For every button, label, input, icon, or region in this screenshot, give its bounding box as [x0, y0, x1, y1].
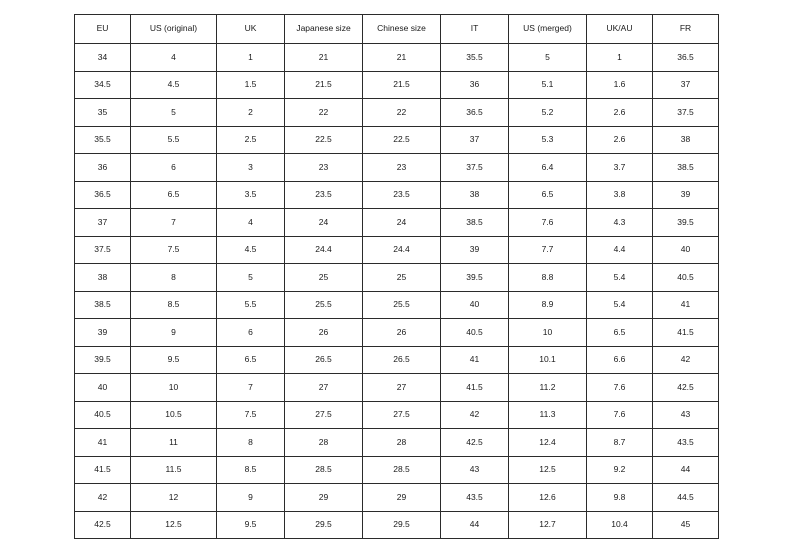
- table-header-row: [75, 15, 719, 44]
- table-cell: 36: [75, 154, 131, 182]
- table-cell: 39: [441, 236, 509, 264]
- table-cell: 12.7: [509, 511, 587, 539]
- table-cell: 34.5: [75, 71, 131, 99]
- column-header: FR: [653, 15, 719, 44]
- table-cell: 38.5: [653, 154, 719, 182]
- table-cell: 38.5: [75, 291, 131, 319]
- table-cell: 37.5: [441, 154, 509, 182]
- table-row: [75, 71, 719, 99]
- table-cell: 10: [131, 374, 217, 402]
- table-cell: 4.5: [131, 71, 217, 99]
- table-cell: 44: [441, 511, 509, 539]
- table-cell: 29.5: [285, 511, 363, 539]
- table-cell: 41.5: [75, 456, 131, 484]
- table-row: [75, 154, 719, 182]
- table-cell: 8: [217, 429, 285, 457]
- table-cell: 1: [217, 44, 285, 72]
- table-cell: 38: [441, 181, 509, 209]
- table-cell: 3.5: [217, 181, 285, 209]
- table-cell: 8: [131, 264, 217, 292]
- table-cell: 26: [363, 319, 441, 347]
- table-cell: 8.5: [131, 291, 217, 319]
- table-header: [75, 15, 719, 44]
- table-cell: 3.8: [587, 181, 653, 209]
- table-cell: 10.4: [587, 511, 653, 539]
- table-cell: 4.3: [587, 209, 653, 237]
- table-cell: 42.5: [653, 374, 719, 402]
- table-cell: 43.5: [441, 484, 509, 512]
- table-cell: 29: [285, 484, 363, 512]
- table-cell: 8.8: [509, 264, 587, 292]
- table-row: [75, 429, 719, 457]
- table-cell: 2: [217, 99, 285, 127]
- table-cell: 5.2: [509, 99, 587, 127]
- table-cell: 9.5: [217, 511, 285, 539]
- table-cell: 22.5: [363, 126, 441, 154]
- size-conversion-table-container: [74, 14, 718, 539]
- table-cell: 40.5: [75, 401, 131, 429]
- table-row: [75, 126, 719, 154]
- table-cell: 9: [131, 319, 217, 347]
- table-cell: 25.5: [363, 291, 441, 319]
- table-cell: 37: [653, 71, 719, 99]
- table-cell: 42: [441, 401, 509, 429]
- table-cell: 9.5: [131, 346, 217, 374]
- table-cell: 29.5: [363, 511, 441, 539]
- table-cell: 42: [75, 484, 131, 512]
- table-row: [75, 456, 719, 484]
- table-cell: 43: [441, 456, 509, 484]
- table-cell: 40.5: [653, 264, 719, 292]
- table-cell: 2.5: [217, 126, 285, 154]
- table-cell: 6.5: [131, 181, 217, 209]
- table-cell: 36.5: [653, 44, 719, 72]
- table-cell: 25: [363, 264, 441, 292]
- table-cell: 10.1: [509, 346, 587, 374]
- column-header: UK: [217, 15, 285, 44]
- table-cell: 39.5: [75, 346, 131, 374]
- column-header: EU: [75, 15, 131, 44]
- table-cell: 36.5: [75, 181, 131, 209]
- table-cell: 38.5: [441, 209, 509, 237]
- table-cell: 22: [363, 99, 441, 127]
- table-cell: 43.5: [653, 429, 719, 457]
- table-cell: 41.5: [653, 319, 719, 347]
- table-cell: 7: [131, 209, 217, 237]
- table-body: [75, 44, 719, 539]
- table-cell: 36: [441, 71, 509, 99]
- table-cell: 11.3: [509, 401, 587, 429]
- table-cell: 6.4: [509, 154, 587, 182]
- table-cell: 6.5: [217, 346, 285, 374]
- table-cell: 42: [653, 346, 719, 374]
- table-cell: 21.5: [285, 71, 363, 99]
- table-cell: 28: [363, 429, 441, 457]
- table-cell: 4.5: [217, 236, 285, 264]
- table-cell: 1.5: [217, 71, 285, 99]
- table-cell: 41: [75, 429, 131, 457]
- column-header: Japanese size: [285, 15, 363, 44]
- table-row: [75, 209, 719, 237]
- size-conversion-table: [74, 14, 719, 539]
- table-cell: 3: [217, 154, 285, 182]
- table-cell: 24.4: [285, 236, 363, 264]
- table-cell: 26.5: [363, 346, 441, 374]
- table-cell: 21.5: [363, 71, 441, 99]
- table-cell: 5.3: [509, 126, 587, 154]
- table-cell: 28.5: [285, 456, 363, 484]
- table-cell: 7.5: [217, 401, 285, 429]
- table-row: [75, 44, 719, 72]
- table-cell: 25.5: [285, 291, 363, 319]
- table-cell: 40: [653, 236, 719, 264]
- table-cell: 43: [653, 401, 719, 429]
- table-cell: 21: [363, 44, 441, 72]
- table-cell: 10.5: [131, 401, 217, 429]
- table-cell: 4: [217, 209, 285, 237]
- table-row: [75, 264, 719, 292]
- column-header: US (original): [131, 15, 217, 44]
- table-cell: 12.5: [509, 456, 587, 484]
- table-row: [75, 346, 719, 374]
- table-cell: 23: [285, 154, 363, 182]
- table-cell: 41: [653, 291, 719, 319]
- table-cell: 6: [217, 319, 285, 347]
- table-cell: 39: [75, 319, 131, 347]
- table-cell: 22.5: [285, 126, 363, 154]
- table-cell: 29: [363, 484, 441, 512]
- table-cell: 27: [363, 374, 441, 402]
- table-cell: 1: [587, 44, 653, 72]
- table-cell: 5.4: [587, 291, 653, 319]
- table-cell: 5.5: [217, 291, 285, 319]
- table-cell: 7.7: [509, 236, 587, 264]
- table-cell: 37.5: [75, 236, 131, 264]
- table-cell: 26.5: [285, 346, 363, 374]
- table-cell: 7.5: [131, 236, 217, 264]
- table-cell: 23.5: [363, 181, 441, 209]
- table-cell: 40: [75, 374, 131, 402]
- table-cell: 5: [217, 264, 285, 292]
- table-cell: 6.5: [587, 319, 653, 347]
- table-cell: 6: [131, 154, 217, 182]
- table-cell: 12.5: [131, 511, 217, 539]
- table-cell: 4.4: [587, 236, 653, 264]
- table-cell: 36.5: [441, 99, 509, 127]
- table-row: [75, 511, 719, 539]
- table-cell: 6.5: [509, 181, 587, 209]
- table-cell: 11.5: [131, 456, 217, 484]
- table-cell: 45: [653, 511, 719, 539]
- table-cell: 23: [363, 154, 441, 182]
- table-cell: 42.5: [441, 429, 509, 457]
- table-cell: 22: [285, 99, 363, 127]
- table-cell: 34: [75, 44, 131, 72]
- table-cell: 23.5: [285, 181, 363, 209]
- table-cell: 35.5: [441, 44, 509, 72]
- table-cell: 7: [217, 374, 285, 402]
- table-cell: 7.6: [587, 374, 653, 402]
- table-cell: 38: [75, 264, 131, 292]
- table-cell: 37: [75, 209, 131, 237]
- table-cell: 24: [363, 209, 441, 237]
- table-cell: 38: [653, 126, 719, 154]
- table-cell: 35: [75, 99, 131, 127]
- table-cell: 41.5: [441, 374, 509, 402]
- table-row: [75, 319, 719, 347]
- table-cell: 5.5: [131, 126, 217, 154]
- table-cell: 10: [509, 319, 587, 347]
- table-cell: 3.7: [587, 154, 653, 182]
- table-cell: 39: [653, 181, 719, 209]
- table-cell: 8.9: [509, 291, 587, 319]
- table-cell: 24: [285, 209, 363, 237]
- table-cell: 40.5: [441, 319, 509, 347]
- table-cell: 37.5: [653, 99, 719, 127]
- table-cell: 12.4: [509, 429, 587, 457]
- table-cell: 8.7: [587, 429, 653, 457]
- table-cell: 12.6: [509, 484, 587, 512]
- table-cell: 7.6: [509, 209, 587, 237]
- table-cell: 5.4: [587, 264, 653, 292]
- table-cell: 26: [285, 319, 363, 347]
- table-cell: 44: [653, 456, 719, 484]
- table-row: [75, 99, 719, 127]
- table-cell: 39.5: [653, 209, 719, 237]
- table-row: [75, 236, 719, 264]
- table-cell: 24.4: [363, 236, 441, 264]
- column-header: Chinese size: [363, 15, 441, 44]
- table-cell: 11: [131, 429, 217, 457]
- table-cell: 21: [285, 44, 363, 72]
- table-cell: 11.2: [509, 374, 587, 402]
- table-cell: 27.5: [363, 401, 441, 429]
- column-header: US (merged): [509, 15, 587, 44]
- table-cell: 9: [217, 484, 285, 512]
- table-cell: 1.6: [587, 71, 653, 99]
- table-cell: 9.8: [587, 484, 653, 512]
- table-row: [75, 484, 719, 512]
- table-cell: 2.6: [587, 99, 653, 127]
- table-cell: 5: [509, 44, 587, 72]
- table-cell: 41: [441, 346, 509, 374]
- table-cell: 5.1: [509, 71, 587, 99]
- table-cell: 37: [441, 126, 509, 154]
- table-cell: 27.5: [285, 401, 363, 429]
- column-header: IT: [441, 15, 509, 44]
- table-cell: 2.6: [587, 126, 653, 154]
- table-cell: 8.5: [217, 456, 285, 484]
- table-cell: 28: [285, 429, 363, 457]
- table-cell: 4: [131, 44, 217, 72]
- table-row: [75, 291, 719, 319]
- table-cell: 6.6: [587, 346, 653, 374]
- table-cell: 40: [441, 291, 509, 319]
- table-cell: 39.5: [441, 264, 509, 292]
- column-header: UK/AU: [587, 15, 653, 44]
- table-row: [75, 181, 719, 209]
- table-row: [75, 374, 719, 402]
- table-cell: 7.6: [587, 401, 653, 429]
- table-cell: 28.5: [363, 456, 441, 484]
- table-cell: 27: [285, 374, 363, 402]
- table-cell: 35.5: [75, 126, 131, 154]
- table-cell: 9.2: [587, 456, 653, 484]
- table-cell: 25: [285, 264, 363, 292]
- table-cell: 5: [131, 99, 217, 127]
- table-cell: 42.5: [75, 511, 131, 539]
- table-cell: 12: [131, 484, 217, 512]
- table-row: [75, 401, 719, 429]
- table-cell: 44.5: [653, 484, 719, 512]
